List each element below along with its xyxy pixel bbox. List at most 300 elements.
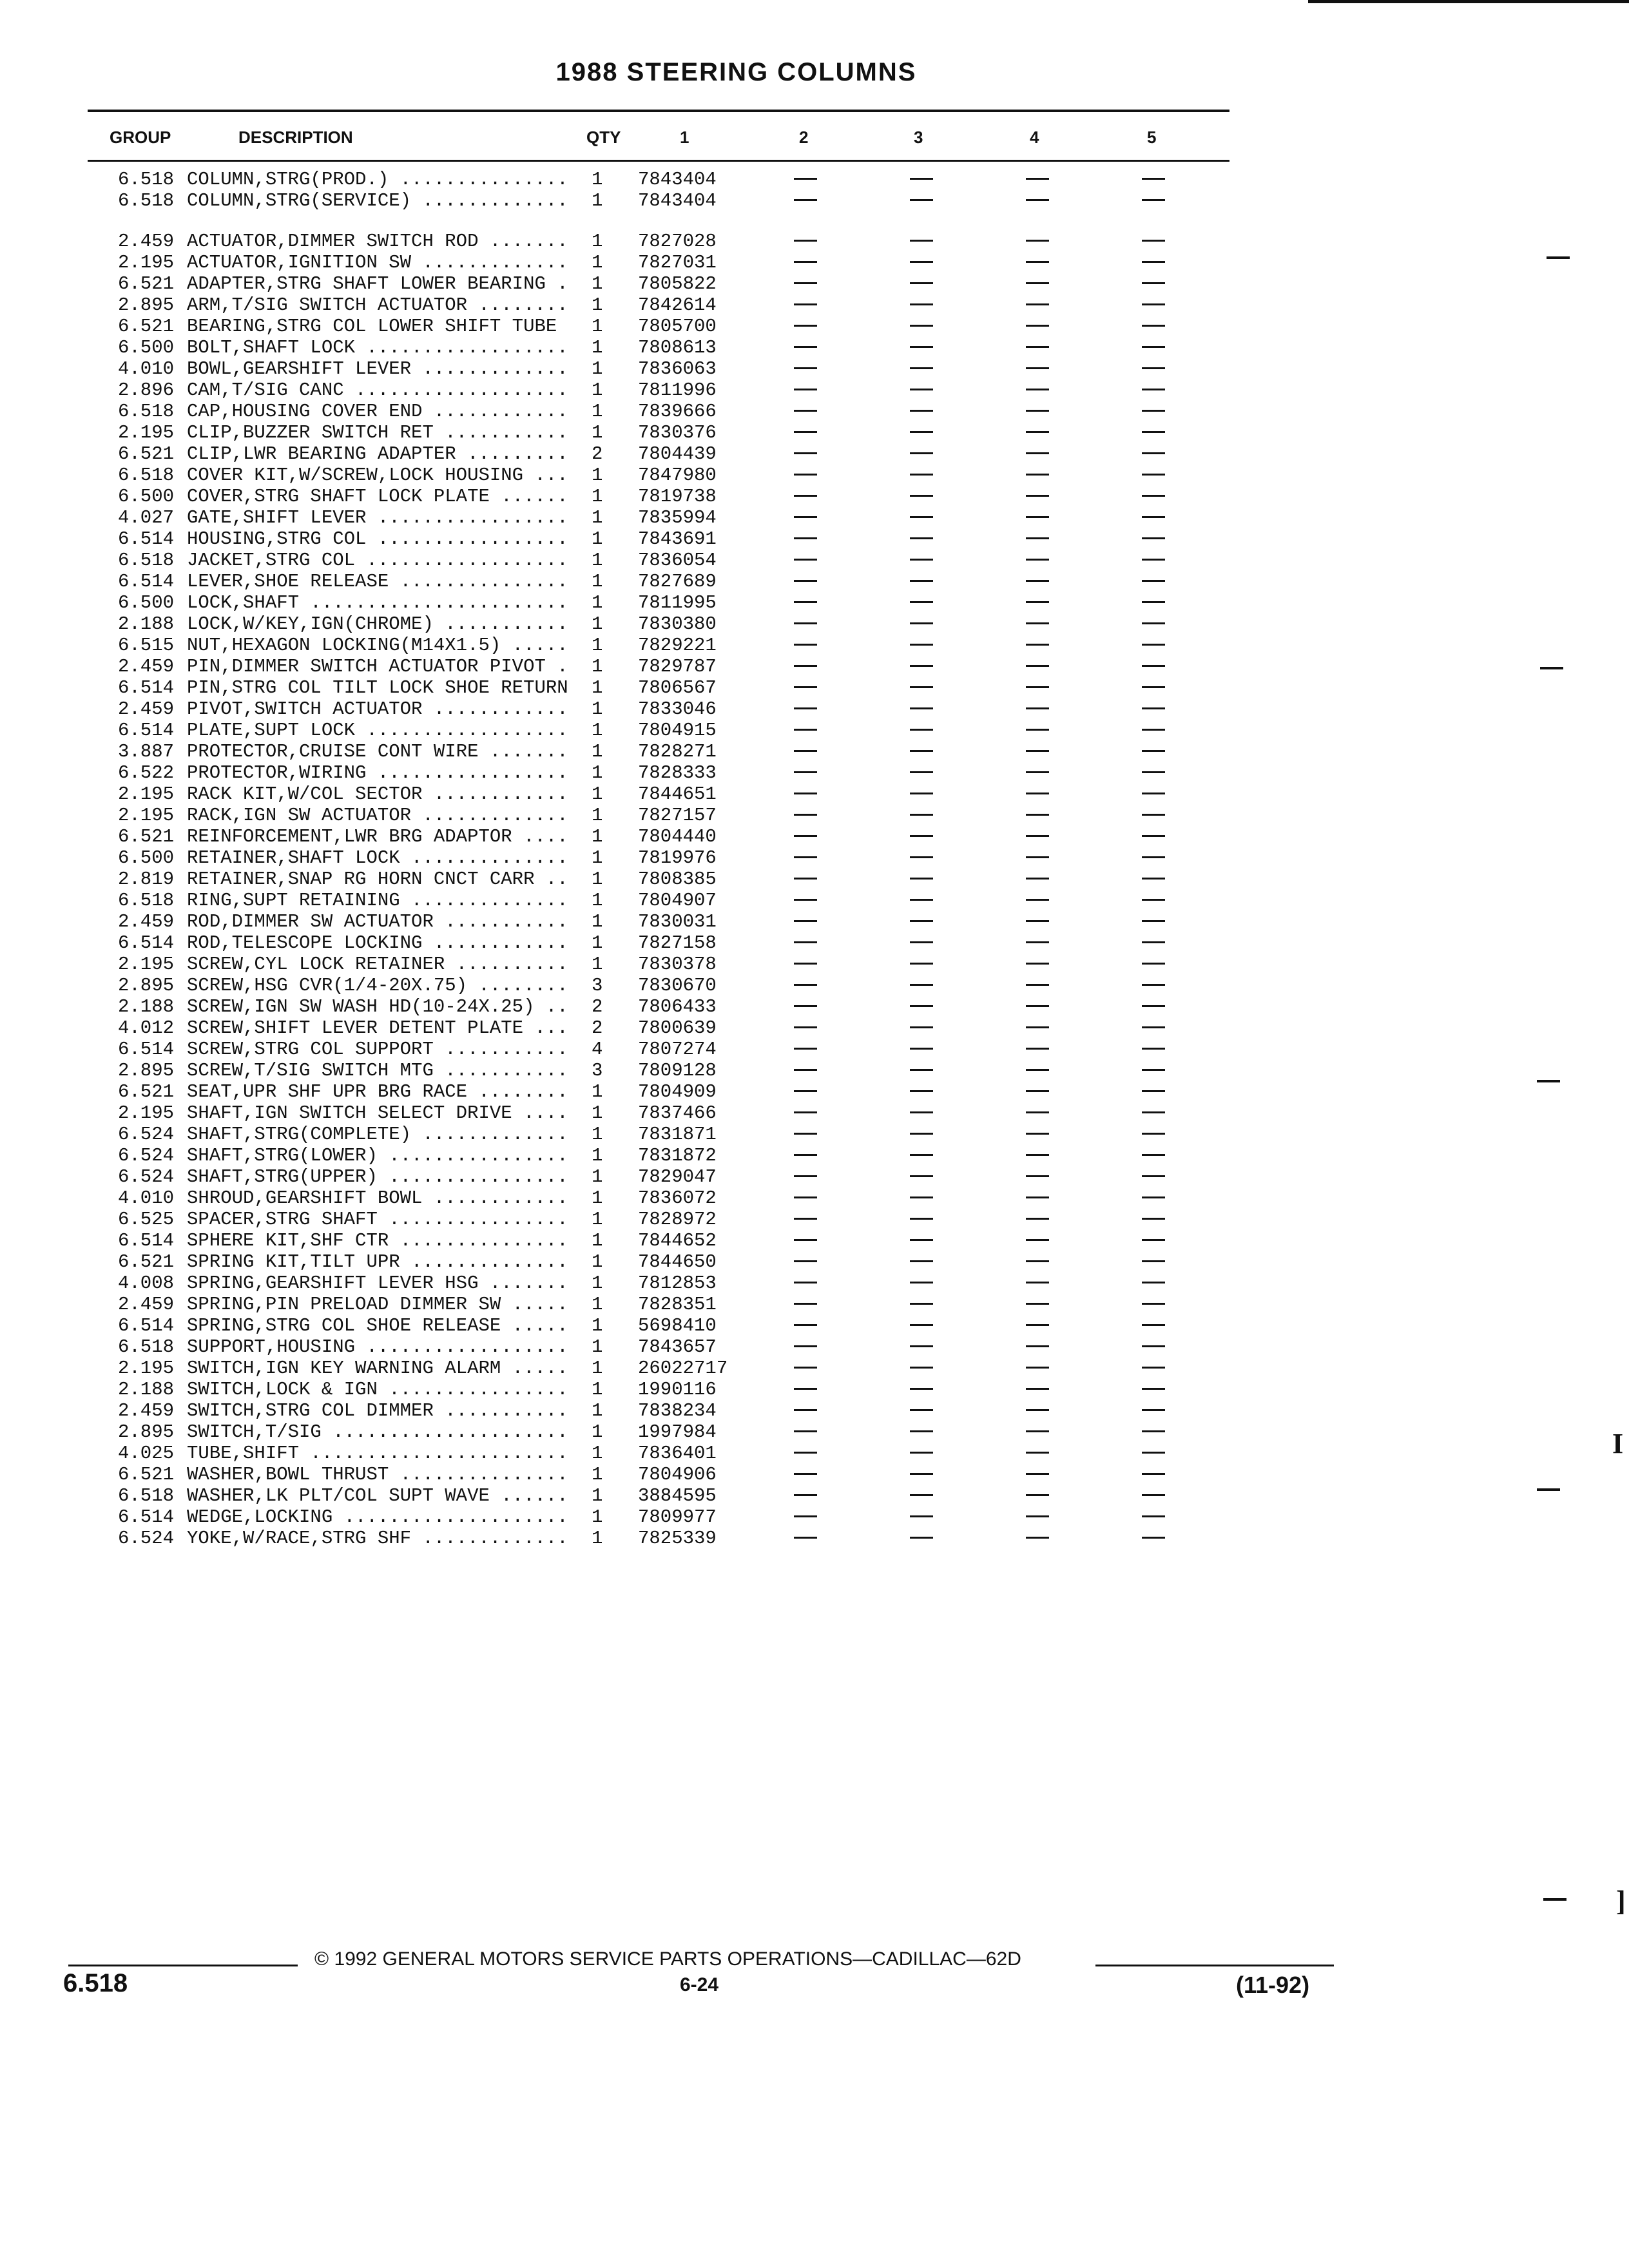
table-row	[0, 762, 1237, 783]
qty-cell: 1	[592, 169, 603, 190]
footer-page-number: 6-24	[680, 1974, 719, 1995]
table-row	[0, 1060, 1237, 1081]
description-cell: SHAFT,STRG(UPPER) ................	[187, 1166, 568, 1187]
group-cell: 2.195	[117, 954, 174, 975]
empty-column-dash	[794, 1367, 817, 1369]
qty-cell: 1	[592, 1124, 603, 1145]
empty-column-dash	[794, 920, 817, 922]
empty-column-dash	[910, 622, 933, 624]
empty-column-dash	[794, 1090, 817, 1092]
description-cell: PROTECTOR,WIRING .................	[187, 762, 568, 783]
empty-column-dash	[910, 941, 933, 943]
empty-column-dash	[910, 1324, 933, 1326]
description-cell: ADAPTER,STRG SHAFT LOWER BEARING .	[187, 273, 568, 294]
empty-column-dash	[910, 1048, 933, 1050]
empty-column-dash	[1142, 389, 1165, 390]
empty-column-dash	[1026, 199, 1049, 201]
description-cell: NUT,HEXAGON LOCKING(M14X1.5) .....	[187, 635, 568, 656]
table-row	[0, 1528, 1237, 1549]
empty-column-dash	[1026, 793, 1049, 794]
description-cell: BOLT,SHAFT LOCK ..................	[187, 337, 568, 358]
part-number-cell: 7831872	[638, 1145, 717, 1166]
part-number-cell: 3884595	[638, 1485, 717, 1506]
empty-column-dash	[1142, 729, 1165, 731]
group-cell: 2.459	[117, 911, 174, 932]
qty-cell: 3	[592, 975, 603, 996]
empty-column-dash	[1026, 1324, 1049, 1326]
description-cell: PROTECTOR,CRUISE CONT WIRE .......	[187, 741, 568, 762]
empty-column-dash	[1026, 1005, 1049, 1007]
group-cell: 6.521	[117, 826, 174, 847]
empty-column-dash	[1142, 622, 1165, 624]
description-cell: SPRING KIT,TILT UPR ..............	[187, 1251, 568, 1273]
qty-cell: 1	[592, 1400, 603, 1421]
empty-column-dash	[1026, 1218, 1049, 1220]
empty-column-dash	[1026, 389, 1049, 390]
qty-cell: 1	[592, 316, 603, 337]
table-row	[0, 635, 1237, 656]
part-number-cell: 7830376	[638, 422, 717, 443]
group-cell: 6.522	[117, 762, 174, 783]
empty-column-dash	[794, 1324, 817, 1326]
edge-bracket-glyph: ]	[1616, 1885, 1626, 1917]
empty-column-dash	[794, 1303, 817, 1305]
description-cell: WEDGE,LOCKING ....................	[187, 1506, 568, 1528]
table-row	[0, 847, 1237, 869]
empty-column-dash	[1142, 580, 1165, 582]
part-number-cell: 7828271	[638, 741, 717, 762]
description-cell: LEVER,SHOE RELEASE ...............	[187, 571, 568, 592]
table-row	[0, 592, 1237, 613]
table-row	[0, 1443, 1237, 1464]
part-number-cell: 1997984	[638, 1421, 717, 1443]
table-row	[0, 294, 1237, 316]
qty-cell: 3	[592, 1060, 603, 1081]
qty-cell: 1	[592, 1464, 603, 1485]
group-cell: 2.188	[117, 1379, 174, 1400]
description-cell: PIVOT,SWITCH ACTUATOR ............	[187, 698, 568, 720]
empty-column-dash	[1142, 793, 1165, 794]
empty-column-dash	[1142, 707, 1165, 709]
group-cell: 6.514	[117, 932, 174, 954]
empty-column-dash	[1026, 325, 1049, 327]
group-cell: 6.521	[117, 316, 174, 337]
part-number-cell: 7839666	[638, 401, 717, 422]
group-cell: 6.518	[117, 401, 174, 422]
qty-cell: 1	[592, 294, 603, 316]
part-number-cell: 7805700	[638, 316, 717, 337]
table-row	[0, 783, 1237, 805]
group-cell: 6.514	[117, 1315, 174, 1336]
description-cell: ROD,DIMMER SW ACTUATOR ...........	[187, 911, 568, 932]
empty-column-dash	[910, 303, 933, 305]
empty-column-dash	[910, 410, 933, 412]
description-cell: SCREW,CYL LOCK RETAINER ..........	[187, 954, 568, 975]
empty-column-dash	[1142, 1303, 1165, 1305]
empty-column-dash	[910, 1133, 933, 1135]
empty-column-dash	[1142, 1537, 1165, 1539]
table-row	[0, 613, 1237, 635]
group-cell: 6.521	[117, 273, 174, 294]
qty-cell: 1	[592, 1336, 603, 1358]
header-description: DESCRIPTION	[238, 128, 353, 147]
group-cell: 6.521	[117, 1251, 174, 1273]
description-cell: COVER,STRG SHAFT LOCK PLATE ......	[187, 486, 568, 507]
empty-column-dash	[1026, 856, 1049, 858]
qty-cell: 1	[592, 1379, 603, 1400]
empty-column-dash	[1026, 1303, 1049, 1305]
empty-column-dash	[910, 771, 933, 773]
empty-column-dash	[1142, 1239, 1165, 1241]
part-number-cell: 7819738	[638, 486, 717, 507]
qty-cell: 1	[592, 1251, 603, 1273]
qty-cell: 1	[592, 805, 603, 826]
table-row	[0, 826, 1237, 847]
empty-column-dash	[794, 665, 817, 667]
empty-column-dash	[910, 793, 933, 794]
qty-cell: 1	[592, 1209, 603, 1230]
part-number-cell: 7827158	[638, 932, 717, 954]
group-cell: 2.195	[117, 783, 174, 805]
empty-column-dash	[1026, 814, 1049, 816]
group-cell: 6.524	[117, 1528, 174, 1549]
empty-column-dash	[794, 325, 817, 327]
table-row	[0, 252, 1237, 273]
empty-column-dash	[910, 1303, 933, 1305]
table-row	[0, 1464, 1237, 1485]
table-row	[0, 316, 1237, 337]
qty-cell: 1	[592, 571, 603, 592]
description-cell: YOKE,W/RACE,STRG SHF .............	[187, 1528, 568, 1549]
empty-column-dash	[1026, 367, 1049, 369]
qty-cell: 1	[592, 1187, 603, 1209]
empty-column-dash	[794, 601, 817, 603]
table-row	[0, 190, 1237, 211]
empty-column-dash	[1142, 1048, 1165, 1050]
table-row	[0, 1017, 1237, 1039]
empty-column-dash	[910, 1005, 933, 1007]
qty-cell: 1	[592, 592, 603, 613]
empty-column-dash	[1142, 474, 1165, 476]
description-cell: CAM,T/SIG CANC ...................	[187, 380, 568, 401]
qty-cell: 1	[592, 1166, 603, 1187]
empty-column-dash	[910, 686, 933, 688]
header-bottom-rule	[88, 160, 1229, 162]
group-cell: 2.459	[117, 656, 174, 677]
empty-column-dash	[794, 1154, 817, 1156]
qty-cell: 1	[592, 337, 603, 358]
group-cell: 6.518	[117, 1336, 174, 1358]
table-row	[0, 571, 1237, 592]
part-number-cell: 7804440	[638, 826, 717, 847]
empty-column-dash	[1142, 452, 1165, 454]
table-row	[0, 805, 1237, 826]
group-cell: 2.895	[117, 294, 174, 316]
qty-cell: 1	[592, 847, 603, 869]
empty-column-dash	[910, 282, 933, 284]
edge-mark	[1547, 256, 1570, 259]
empty-column-dash	[794, 537, 817, 539]
table-row	[0, 698, 1237, 720]
empty-column-dash	[1026, 537, 1049, 539]
empty-column-dash	[794, 367, 817, 369]
empty-column-dash	[1142, 1026, 1165, 1028]
description-cell: SPRING,PIN PRELOAD DIMMER SW .....	[187, 1294, 568, 1315]
empty-column-dash	[1142, 1175, 1165, 1177]
empty-column-dash	[794, 1239, 817, 1241]
part-number-cell: 7809977	[638, 1506, 717, 1528]
description-cell: ACTUATOR,IGNITION SW .............	[187, 252, 568, 273]
part-number-cell: 7837466	[638, 1102, 717, 1124]
empty-column-dash	[910, 580, 933, 582]
group-cell: 6.514	[117, 1506, 174, 1528]
group-cell: 4.008	[117, 1273, 174, 1294]
qty-cell: 1	[592, 528, 603, 550]
table-row	[0, 1400, 1237, 1421]
empty-column-dash	[910, 1260, 933, 1262]
empty-column-dash	[1026, 431, 1049, 433]
qty-cell: 1	[592, 1315, 603, 1336]
empty-column-dash	[1142, 1345, 1165, 1347]
description-cell: WASHER,LK PLT/COL SUPT WAVE ......	[187, 1485, 568, 1506]
empty-column-dash	[910, 1282, 933, 1283]
qty-cell: 1	[592, 656, 603, 677]
empty-column-dash	[794, 1005, 817, 1007]
part-number-cell: 7804907	[638, 890, 717, 911]
description-cell: RETAINER,SNAP RG HORN CNCT CARR ..	[187, 869, 568, 890]
empty-column-dash	[1026, 1239, 1049, 1241]
table-row	[0, 890, 1237, 911]
description-cell: CLIP,LWR BEARING ADAPTER .........	[187, 443, 568, 465]
empty-column-dash	[910, 963, 933, 965]
footer-date: (11-92)	[1236, 1972, 1310, 1998]
empty-column-dash	[1142, 920, 1165, 922]
table-row	[0, 1187, 1237, 1209]
empty-column-dash	[794, 622, 817, 624]
empty-column-dash	[910, 1069, 933, 1071]
group-cell: 6.515	[117, 635, 174, 656]
part-number-cell: 7806567	[638, 677, 717, 698]
description-cell: REINFORCEMENT,LWR BRG ADAPTOR ....	[187, 826, 568, 847]
group-cell: 6.518	[117, 190, 174, 211]
description-cell: SEAT,UPR SHF UPR BRG RACE ........	[187, 1081, 568, 1102]
qty-cell: 1	[592, 1358, 603, 1379]
header-col-5: 5	[1147, 128, 1157, 147]
table-row	[0, 1294, 1237, 1315]
table-row	[0, 550, 1237, 571]
empty-column-dash	[1142, 537, 1165, 539]
group-cell: 2.188	[117, 996, 174, 1017]
part-number-cell: 7819976	[638, 847, 717, 869]
empty-column-dash	[794, 282, 817, 284]
part-number-cell: 7800639	[638, 1017, 717, 1039]
part-number-cell: 7827031	[638, 252, 717, 273]
empty-column-dash	[794, 686, 817, 688]
empty-column-dash	[794, 389, 817, 390]
empty-column-dash	[1142, 814, 1165, 816]
empty-column-dash	[1026, 984, 1049, 986]
qty-cell: 1	[592, 486, 603, 507]
footer-group-code: 6.518	[63, 1969, 128, 1997]
empty-column-dash	[1142, 856, 1165, 858]
empty-column-dash	[910, 1218, 933, 1220]
empty-column-dash	[794, 1409, 817, 1411]
empty-column-dash	[1026, 941, 1049, 943]
part-number-cell: 7843404	[638, 190, 717, 211]
qty-cell: 2	[592, 443, 603, 465]
empty-column-dash	[794, 984, 817, 986]
qty-cell: 1	[592, 550, 603, 571]
empty-column-dash	[1142, 240, 1165, 242]
description-cell: SWITCH,T/SIG .....................	[187, 1421, 568, 1443]
empty-column-dash	[1142, 601, 1165, 603]
empty-column-dash	[910, 856, 933, 858]
empty-column-dash	[910, 665, 933, 667]
empty-column-dash	[794, 303, 817, 305]
part-number-cell: 7830670	[638, 975, 717, 996]
empty-column-dash	[794, 707, 817, 709]
qty-cell: 1	[592, 1102, 603, 1124]
empty-column-dash	[1026, 1515, 1049, 1517]
header-qty: QTY	[586, 128, 621, 147]
empty-column-dash	[1026, 963, 1049, 965]
empty-column-dash	[794, 1388, 817, 1390]
qty-cell: 1	[592, 401, 603, 422]
empty-column-dash	[1142, 878, 1165, 879]
qty-cell: 1	[592, 1081, 603, 1102]
table-row	[0, 656, 1237, 677]
empty-column-dash	[794, 856, 817, 858]
empty-column-dash	[1142, 1494, 1165, 1496]
empty-column-dash	[794, 1494, 817, 1496]
table-row	[0, 401, 1237, 422]
empty-column-dash	[794, 474, 817, 476]
description-cell: SWITCH,STRG COL DIMMER ...........	[187, 1400, 568, 1421]
qty-cell: 1	[592, 252, 603, 273]
description-cell: LOCK,SHAFT .......................	[187, 592, 568, 613]
empty-column-dash	[910, 1409, 933, 1411]
qty-cell: 1	[592, 1145, 603, 1166]
empty-column-dash	[1026, 601, 1049, 603]
empty-column-dash	[1026, 580, 1049, 582]
empty-column-dash	[794, 431, 817, 433]
empty-column-dash	[910, 1367, 933, 1369]
empty-column-dash	[794, 559, 817, 561]
description-cell: SWITCH,LOCK & IGN ................	[187, 1379, 568, 1400]
qty-cell: 1	[592, 741, 603, 762]
empty-column-dash	[794, 899, 817, 901]
part-number-cell: 7847980	[638, 465, 717, 486]
part-number-cell: 7836054	[638, 550, 717, 571]
empty-column-dash	[910, 516, 933, 518]
empty-column-dash	[1142, 1324, 1165, 1326]
description-cell: CAP,HOUSING COVER END ............	[187, 401, 568, 422]
empty-column-dash	[1026, 878, 1049, 879]
qty-cell: 1	[592, 273, 603, 294]
qty-cell: 1	[592, 190, 603, 211]
empty-column-dash	[1142, 1430, 1165, 1432]
group-cell: 6.514	[117, 1039, 174, 1060]
empty-column-dash	[794, 1175, 817, 1177]
empty-column-dash	[1026, 452, 1049, 454]
table-row	[0, 422, 1237, 443]
description-cell: ROD,TELESCOPE LOCKING ............	[187, 932, 568, 954]
empty-column-dash	[910, 1515, 933, 1517]
part-number-cell: 7830031	[638, 911, 717, 932]
description-cell: PIN,STRG COL TILT LOCK SHOE RETURN	[187, 677, 568, 698]
empty-column-dash	[1142, 325, 1165, 327]
description-cell: HOUSING,STRG COL .................	[187, 528, 568, 550]
table-row	[0, 443, 1237, 465]
qty-cell: 1	[592, 932, 603, 954]
empty-column-dash	[794, 495, 817, 497]
empty-column-dash	[910, 199, 933, 201]
empty-column-dash	[910, 1239, 933, 1241]
empty-column-dash	[794, 941, 817, 943]
description-cell: RACK,IGN SW ACTUATOR .............	[187, 805, 568, 826]
description-cell: JACKET,STRG COL ..................	[187, 550, 568, 571]
empty-column-dash	[794, 1345, 817, 1347]
group-cell: 6.524	[117, 1124, 174, 1145]
table-row	[0, 337, 1237, 358]
empty-column-dash	[1142, 771, 1165, 773]
empty-column-dash	[1142, 303, 1165, 305]
table-row	[0, 528, 1237, 550]
group-cell: 2.459	[117, 231, 174, 252]
empty-column-dash	[910, 644, 933, 646]
description-cell: SCREW,STRG COL SUPPORT ...........	[187, 1039, 568, 1060]
empty-column-dash	[1026, 1048, 1049, 1050]
qty-cell: 1	[592, 720, 603, 741]
empty-column-dash	[1142, 1388, 1165, 1390]
description-cell: SCREW,IGN SW WASH HD(10-24X.25) ..	[187, 996, 568, 1017]
empty-column-dash	[1026, 1154, 1049, 1156]
part-number-cell: 7829221	[638, 635, 717, 656]
empty-column-dash	[794, 261, 817, 263]
part-number-cell: 7828972	[638, 1209, 717, 1230]
empty-column-dash	[910, 1345, 933, 1347]
empty-column-dash	[1026, 1409, 1049, 1411]
table-row	[0, 996, 1237, 1017]
empty-column-dash	[910, 707, 933, 709]
qty-cell: 1	[592, 422, 603, 443]
empty-column-dash	[1026, 1069, 1049, 1071]
qty-cell: 1	[592, 1506, 603, 1528]
empty-column-dash	[1142, 1133, 1165, 1135]
part-number-cell: 5698410	[638, 1315, 717, 1336]
group-cell: 6.500	[117, 847, 174, 869]
group-cell: 2.195	[117, 422, 174, 443]
empty-column-dash	[794, 1473, 817, 1475]
group-cell: 6.514	[117, 571, 174, 592]
group-cell: 4.010	[117, 358, 174, 380]
empty-column-dash	[1026, 1282, 1049, 1283]
part-number-cell: 7806433	[638, 996, 717, 1017]
empty-column-dash	[1142, 1218, 1165, 1220]
empty-column-dash	[910, 474, 933, 476]
empty-column-dash	[1026, 1537, 1049, 1539]
table-row	[0, 231, 1237, 252]
empty-column-dash	[794, 793, 817, 794]
footer-rule-left	[68, 1965, 298, 1966]
qty-cell: 1	[592, 1273, 603, 1294]
group-cell: 2.819	[117, 869, 174, 890]
footer-copyright: © 1992 GENERAL MOTORS SERVICE PARTS OPERATIONS—CADILLAC—62D	[314, 1948, 1021, 1970]
qty-cell: 1	[592, 677, 603, 698]
part-number-cell: 7838234	[638, 1400, 717, 1421]
empty-column-dash	[1142, 178, 1165, 180]
empty-column-dash	[1142, 495, 1165, 497]
